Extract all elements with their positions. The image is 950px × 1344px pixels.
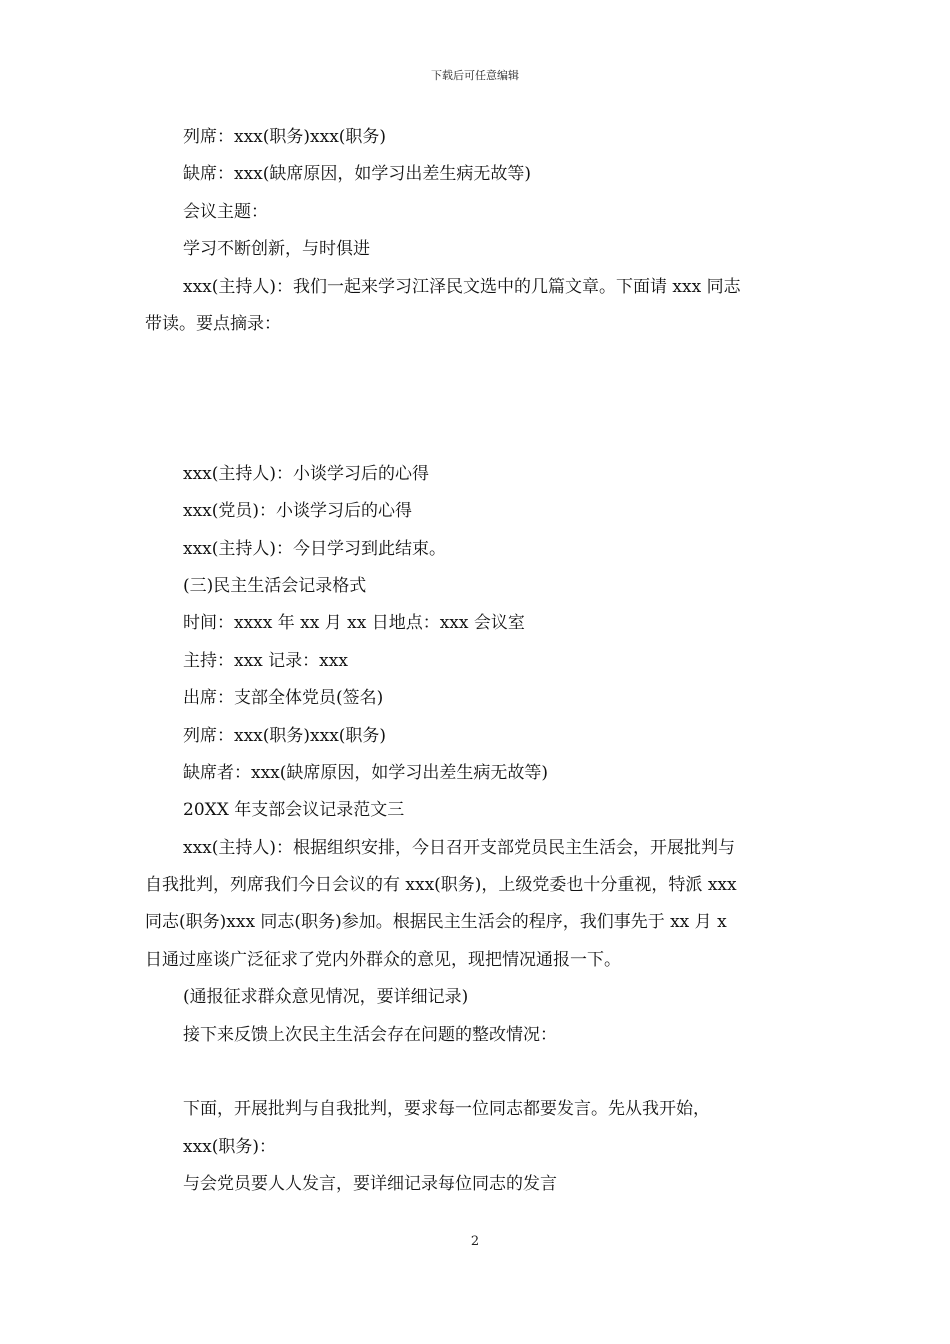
section-heading: (三)民主生活会记录格式 [183,576,367,596]
paragraph-line: xxx(主持人)：小谈学习后的心得 [183,464,430,484]
time-place-line: 时间：xxxx 年 xx 月 xx 日地点：xxx 会议室 [183,613,525,633]
paragraph-line: 日通过座谈广泛征求了党内外群众的意见，现把情况通报一下。 [145,950,621,970]
topic-label: 会议主题： [183,202,268,222]
paragraph-line: 接下来反馈上次民主生活会存在问题的整改情况： [183,1025,557,1045]
paragraph-line: 自我批判，列席我们今日会议的有 xxx(职务)，上级党委也十分重视，特派 xxx [145,875,737,895]
paragraph-line: xxx(主持人)：我们一起来学习江泽民文选中的几篇文章。下面请 xxx 同志 [183,277,741,297]
paragraph-line: xxx(主持人)：根据组织安排，今日召开支部党员民主生活会，开展批判与 [183,838,736,858]
paragraph-line: 带读。要点摘录： [145,314,281,334]
present-line: 出席：支部全体党员(签名) [183,688,384,708]
paragraph-line: (通报征求群众意见情况，要详细记录) [183,987,469,1007]
paragraph-line: xxx(主持人)：今日学习到此结束。 [183,539,447,559]
paragraph-line: 同志(职务)xxx 同志(职务)参加。根据民主生活会的程序，我们事先于 xx 月 x [145,912,727,932]
section-heading: 20XX 年支部会议记录范文三 [183,800,405,820]
topic-text: 学习不断创新，与时俱进 [183,239,370,259]
page-header: 下载后可任意编辑 [431,69,519,82]
absent-line: 缺席者：xxx(缺席原因，如学习出差生病无故等) [183,763,549,783]
paragraph-line: 与会党员要人人发言，要详细记录每位同志的发言 [183,1174,557,1194]
paragraph-line: 下面，开展批判与自我批判，要求每一位同志都要发言。先从我开始， [183,1099,710,1119]
page-number: 2 [470,1234,480,1249]
paragraph-line: xxx(职务)： [183,1137,277,1157]
absent-line: 缺席：xxx(缺席原因，如学习出差生病无故等) [183,164,532,184]
attendees-line: 列席：xxx(职务)xxx(职务) [183,127,387,147]
paragraph-line: xxx(党员)：小谈学习后的心得 [183,501,413,521]
host-recorder-line: 主持：xxx 记录：xxx [183,651,348,671]
attendees-line: 列席：xxx(职务)xxx(职务) [183,726,387,746]
